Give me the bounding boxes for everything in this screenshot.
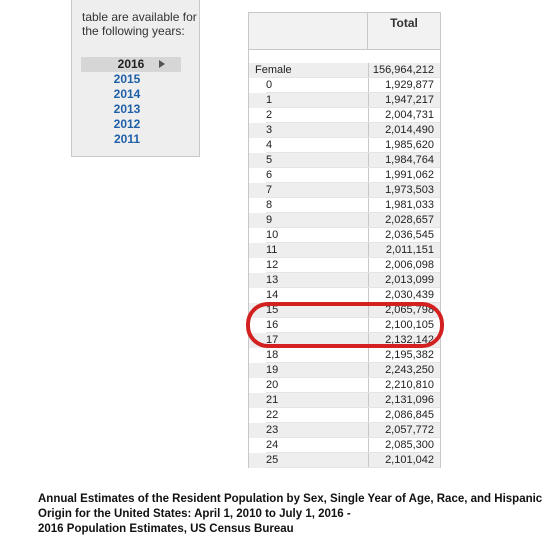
row-label: 11	[266, 244, 278, 256]
row-label: 9	[266, 214, 273, 226]
year-label: 2015	[113, 72, 141, 86]
years-panel	[71, 0, 200, 157]
caption-line-1: Annual Estimates of the Resident Population by Sex, Single Year of Age, Race, and Hispanic	[38, 493, 543, 505]
row-label: 7	[266, 184, 273, 196]
table-row	[249, 408, 440, 423]
row-label: 20	[266, 379, 279, 391]
row-value: 1,984,764	[368, 153, 438, 168]
row-label: 13	[266, 274, 279, 286]
row-value: 1,929,877	[368, 78, 438, 93]
row-value: 2,101,042	[368, 453, 438, 468]
table-row	[249, 183, 440, 198]
table-row	[249, 123, 440, 138]
row-label: 15	[266, 304, 279, 316]
row-label: 22	[266, 409, 279, 421]
row-label: 1	[266, 94, 273, 106]
row-label: 2	[266, 109, 273, 121]
row-label: 21	[266, 394, 279, 406]
row-label: 19	[266, 364, 279, 376]
year-item-2014[interactable]	[81, 87, 173, 102]
year-label: 2011	[113, 132, 141, 146]
row-label: 14	[266, 289, 279, 301]
row-label: Female	[255, 64, 292, 76]
table-row	[249, 363, 440, 378]
table-row	[249, 108, 440, 123]
table-rows	[249, 63, 440, 468]
caption-line-3: 2016 Population Estimates, US Census Bureau	[38, 523, 294, 535]
row-value: 1,981,033	[368, 198, 438, 213]
year-item-2013[interactable]	[81, 102, 173, 117]
source-caption	[38, 492, 543, 537]
row-value: 2,100,105	[368, 318, 438, 333]
table-row	[249, 423, 440, 438]
year-label: 2014	[113, 87, 141, 101]
row-value: 2,132,142	[368, 333, 438, 348]
row-value: 2,086,845	[368, 408, 438, 423]
caret-right-icon	[159, 60, 165, 68]
year-item-2011[interactable]	[81, 132, 173, 147]
year-item-2015[interactable]	[81, 72, 173, 87]
row-value: 2,014,490	[368, 123, 438, 138]
row-label: 17	[266, 334, 279, 346]
year-label: 2012	[113, 117, 141, 131]
highlight-oval	[246, 302, 444, 348]
row-label: 23	[266, 424, 279, 436]
row-value: 2,011,151	[368, 243, 438, 258]
row-value: 2,243,250	[368, 363, 438, 378]
row-value: 2,057,772	[368, 423, 438, 438]
table-row	[249, 453, 440, 468]
header-blank-cell	[249, 13, 368, 49]
population-table	[248, 12, 441, 468]
table-row	[249, 243, 440, 258]
row-value: 2,030,439	[368, 288, 438, 303]
row-label: 18	[266, 349, 279, 361]
table-row	[249, 438, 440, 453]
table-row	[249, 168, 440, 183]
table-row	[249, 348, 440, 363]
row-value: 2,028,657	[368, 213, 438, 228]
year-label: 2013	[113, 102, 141, 116]
years-note: table are available for the following years:	[82, 10, 197, 38]
caption-line-2: Origin for the United States: April 1, 2010 to July 1, 2016 -	[38, 508, 351, 520]
table-row	[249, 273, 440, 288]
row-value: 1,947,217	[368, 93, 438, 108]
row-value: 1,973,503	[368, 183, 438, 198]
row-value: 2,013,099	[368, 273, 438, 288]
row-value: 2,210,810	[368, 378, 438, 393]
row-value: 1,985,620	[368, 138, 438, 153]
table-row	[249, 93, 440, 108]
table-row	[249, 258, 440, 273]
row-label: 8	[266, 199, 273, 211]
table-row	[249, 153, 440, 168]
table-row	[249, 288, 440, 303]
row-label: 25	[266, 454, 279, 466]
row-label: 24	[266, 439, 279, 451]
row-value: 2,065,798	[368, 303, 438, 318]
table-row	[249, 378, 440, 393]
year-item-2012[interactable]	[81, 117, 173, 132]
row-value: 2,131,096	[368, 393, 438, 408]
row-label: 4	[266, 139, 273, 151]
year-item-2016[interactable]	[81, 57, 181, 72]
header-total: Total	[390, 16, 418, 30]
row-value: 156,964,212	[368, 63, 438, 78]
table-row	[249, 138, 440, 153]
row-label: 6	[266, 169, 273, 181]
table-row	[249, 63, 440, 78]
table-row	[249, 198, 440, 213]
row-value: 2,006,098	[368, 258, 438, 273]
row-label: 5	[266, 154, 273, 166]
table-header	[249, 12, 440, 50]
table-row	[249, 78, 440, 93]
table-row	[249, 228, 440, 243]
row-label: 16	[266, 319, 279, 331]
row-label: 3	[266, 124, 273, 136]
row-label: 10	[266, 229, 279, 241]
row-value: 2,195,382	[368, 348, 438, 363]
row-label: 0	[266, 79, 273, 91]
row-value: 2,085,300	[368, 438, 438, 453]
table-row	[249, 393, 440, 408]
year-label: 2016	[117, 57, 145, 71]
row-value: 2,036,545	[368, 228, 438, 243]
row-label: 12	[266, 259, 279, 271]
row-value: 1,991,062	[368, 168, 438, 183]
table-row	[249, 213, 440, 228]
row-value: 2,004,731	[368, 108, 438, 123]
years-list	[81, 57, 181, 147]
